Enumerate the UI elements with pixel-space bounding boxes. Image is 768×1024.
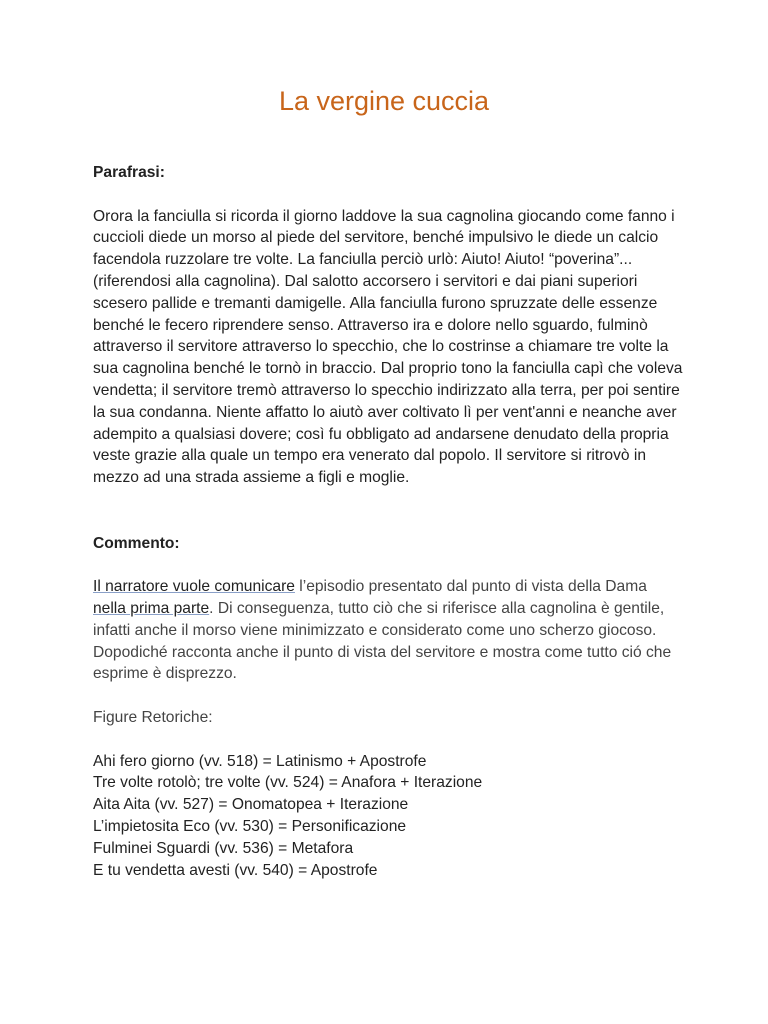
document-title: La vergine cuccia — [278, 86, 490, 116]
document-body — [93, 162, 683, 881]
parafrasi-text: Orora la fanciulla si ricorda il giorno laddove la sua cagnolina giocando come fanno i cuccioli diede un morso al piede del servitore, benché impulsivo le diede un calcio facendola ruzzolare tre volte. La fanciulla perciò urlò: Aiuto! Aiuto! “poverina”... (riferendosi alla cagnolina). Dal salotto accorsero i servitori e dai piani superiori scesero pallide e tremanti damigelle. Alla fanciulla furono spruzzate delle essenze benché le fecero riprendere senso. Attraverso ira e dolore nello sguardo, fulminò attraverso il servitore attraverso lo specchio, che lo costrinse a chiamare tre volte la sua cagnolina benché le tornò in braccio. Dal proprio tono la fanciulla capì che voleva vendetta; il servitore tremò attraverso lo specchio indirizzato alla terra, per poi sentire la sua condanna. Niente affatto lo aiutò aver coltivato lì per vent'anni e neanche aver adempito a qualsiasi dovere; così fu obbligato ad andarsene denudato della propria veste grazie alla quale un tempo era venerato dal popolo. Il servitore si ritrovò in mezzo ad una strada assieme a figli e moglie. — [93, 207, 683, 487]
figure-list — [93, 751, 683, 882]
commento-heading: Commento: — [93, 534, 180, 552]
commento-text-segment-4: . Di conseguenza, tutto ciò che si riferisce alla cagnolina è gentile, infatti anche il morso viene minimizzato e considerato come uno scherzo giocoso. Dopodiché racconta anche il punto di vista del servitore e mostra come tutto ció che esprime è disprezzo. — [93, 599, 672, 683]
commento-text-underlined-3: nella prima parte — [93, 599, 210, 617]
spacer — [93, 511, 683, 533]
figure-item: Fulminei Sguardi (vv. 536) = Metafora — [93, 839, 354, 857]
figure-item: Tre volte rotolò; tre volte (vv. 524) = Anafora + Iterazione — [93, 774, 483, 792]
commento-text-underlined-1: Il narratore vuole comunicare — [93, 578, 295, 596]
figure-item: Ahi fero giorno (vv. 518) = Latinismo + Apostrofe — [93, 752, 427, 770]
commento-text-segment-2: l’episodio presentato dal punto di vista della Dama — [294, 578, 647, 596]
figure-item: E tu vendetta avesti (vv. 540) = Apostrofe — [93, 861, 378, 879]
figure-item: Aita Aita (vv. 527) = Onomatopea + Iterazione — [93, 796, 409, 814]
figure-heading: Figure Retoriche: — [93, 708, 213, 726]
commento-text — [93, 576, 683, 685]
parafrasi-heading: Parafrasi: — [93, 164, 165, 181]
figure-item: L’impietosita Eco (vv. 530) = Personificazione — [93, 817, 407, 835]
